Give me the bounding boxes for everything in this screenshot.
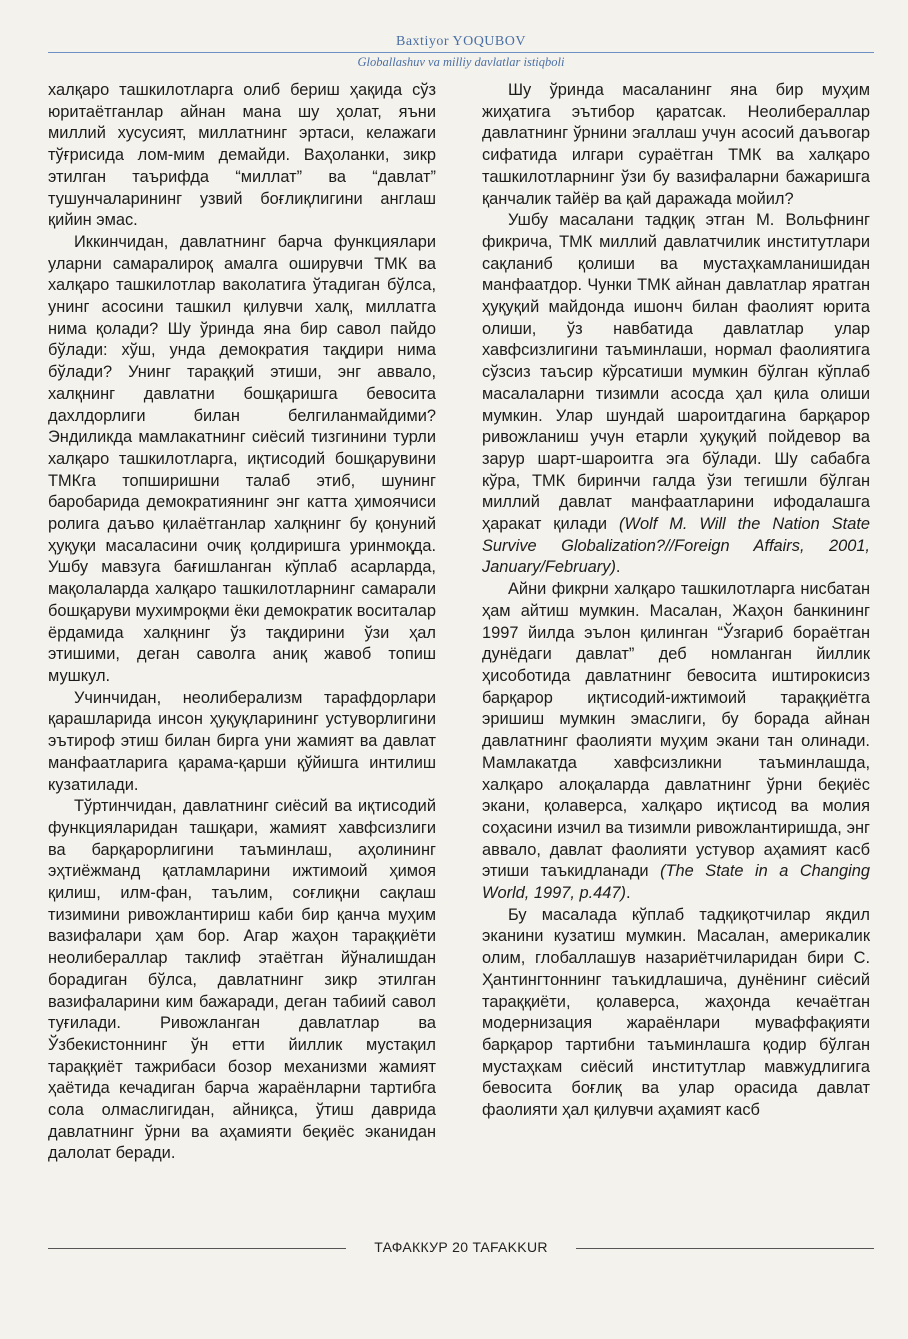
paragraph: Иккинчидан, давлатнинг барча функциялари уларни самаралироқ амалга оширувчи ТМК ва халқаро ташкилотлар ваколатига ўтадиган бўлса, унинг асосини ташкил қилувчи халқ, миллатга нима қолади? Шу ўринда яна бир савол пайдо бўлади: хўш, унда демократия тақдири нима бўлади? Унинг тараққий этиши, энг аввало, халқнинг давлатни бошқаришга бевосита дахлдорлиги билан белгиланмайдими? Эндиликда мамлакатнинг сиёсий тизгинини турли халқаро ташкилотларга, иқтисодий бошқарувини ТМКга топширишни талаб этиб, шунинг баробарида демократиянинг энг катта ҳимоячиси ролига даъво қилаётганлар халқнинг бу қонуний ҳуқуқи масаласини очиқ қолдиришга уринмоқда. Ушбу мавзуга бағишланган кўплаб асарларда, мақолаларда халқаро ташкилотларнинг самарали бошқаруви мухимроқми ёки демократик воситалар ёрдамида халқнинг ўз тақдирини ўзи ҳал этишими, деган саволга аниқ жавоб топиш мушкул.	[48, 232, 436, 685]
paragraph: Учинчидан, неолиберализм тарафдорлари қарашларида инсон ҳуқуқларининг устуворлигини эътироф этиш билан бирга уни жамият ва давлат манфаатларига қарама-қарши қўйишга интилиш кузатилади.	[48, 688, 436, 794]
right-text-column	[482, 80, 870, 1122]
paragraph: халқаро ташкилотларга олиб бериш ҳақида сўз юритаётганлар айнан мана шу ҳолат, яъни миллий хусусият, миллатнинг эртаси, келажаги тўғрисида лом-мим демайди. Ваҳоланки, зикр этилган таърифда “миллат” ва “давлат” тушунчаларининг узвий боғлиқлигини англаш қийин эмас.	[48, 81, 436, 230]
paragraph-body: Айни фикрни халқаро ташкилотларга нисбатан ҳам айтиш мумкин. Масалан, Жаҳон банкининг 1997 йилда эълон қилинган “Ўзгариб бораётган дунёдаги давлат” деб номланган йиллик ҳисоботида давлатнинг бевосита иштирокисиз барқарор иқтисодий-ижтимоий тараққиётга эришиш мумкин эмаслиги, бу борада айнан давлатнинг фаолияти муҳим экани тан олинади. Мамлакатда хавфсизликни таъминлашда, халқаро алоқаларда давлатнинг ўрни беқиёс экани, қолаверса, халқаро иқтисод ва молия соҳасини изчил ва тизимли ривожлантиришда, энг аввало, давлат фаолияти устувор аҳамият касб этиши таъкидланади	[482, 580, 870, 881]
paragraph	[482, 579, 870, 905]
citation: (Wolf M. Will the Nation State Survive Globalization?//Foreign Affairs, 2001, January/February)	[482, 515, 870, 577]
paragraph-body: Ушбу масалани тадқиқ этган М. Вольфнинг фикрича, ТМК миллий давлатчилик институтлари сақланиб қолиши ва мустаҳкамланишидан манфаатдор. Чунки ТМК айнан давлатлар яратган ҳуқуқий майдонда ишонч билан фаолият юрита олиши, ўз навбатида давлатлар улар хавфсизлигини таъминлаши, нормал фаолиятига сўзсиз таъсир кўрсатиши мумкин бўлган кўплаб масалаларни тизимли асосда ҳал қила олиши мумкин. Улар шундай шароитдагина барқарор ривожланиш учун етарли ҳуқуқий пойдевор ва зарур шарт-шароитга эга бўлади. Шу сабабга кўра, ТМК биринчи галда ўзи тегишли бўлган миллий давлат манфаатларини ифодалашга ҳаракат қилади	[482, 211, 870, 534]
paragraph: Шу ўринда масаланинг яна бир муҳим жиҳатига эътибор қаратсак. Неолибераллар давлатнинг ўрнини эгаллаш учун асосий даъвогар сифатида илгари сураётган ТМК ва халқаро ташкилотларнинг ўзи бу вазифаларни бажаришга қанчалик тайёр ва қай даражада мойил?	[482, 81, 870, 208]
page-footer	[48, 1238, 874, 1258]
footer-rule-right	[576, 1248, 874, 1249]
running-header	[48, 34, 874, 70]
left-text-column	[48, 80, 436, 1165]
footer-page-label: ТАФАККУР 20 TAFAKKUR	[374, 1239, 548, 1255]
header-author: Baxtiyor YOQUBOV	[396, 34, 526, 49]
paragraph	[482, 210, 870, 579]
paragraph: Бу масалада кўплаб тадқиқотчилар якдил эканини кузатиш мумкин. Масалан, америкалик олим, глобаллашув назариётчиларидан бири С. Ҳантингтоннинг таъкидлашича, дунёнинг сиёсий тараққиёти, қолаверса, жаҳонда кечаётган модернизация жараёнлари муваффақияти барқарор тартибни таъминлашга қодир бўлган мустаҳкам сиёсий институтлар мавжудлигига бевосита боғлиқ ва улар орасида давлат фаолияти ҳал қилувчи аҳамият касб	[482, 905, 870, 1120]
header-subtitle: Globallashuv va milliy davlatlar istiqboli	[357, 55, 565, 69]
paragraph-tail: .	[625, 884, 631, 903]
citation: (The State in a Changing World, 1997, p.447)	[482, 862, 870, 903]
paragraph: Тўртинчидан, давлатнинг сиёсий ва иқтисодий функцияларидан ташқари, жамият хавфсизлиги ва барқарорлигини таъминлаш, аҳолининг эҳтиёжманд қатламларини ижтимоий ҳимоя қилиш, илм-фан, таълим, соғлиқни сақлаш тизимини ривожлантириш каби бир қанча муҳим вазифалари ҳам бор. Агар жаҳон тараққиёти неолибераллар таклиф этаётган йўналишдан борадиган бўлса, давлатнинг зикр этилган вазифаларини ким бажаради, деган табиий савол туғилади. Ривожланган давлатлар ва Ўзбекистоннинг ўн етти йиллик мустақил тараққиёт тажрибаси бозор механизми жамият ҳаётида кечадиган барча жараёнларни тартибга сола олмаслигидан, айниқса, ўтиш даврида давлатнинг ўрни ва аҳамияти беқиёс эканидан далолат беради.	[48, 797, 436, 1163]
paragraph-tail: .	[615, 558, 621, 577]
header-rule	[48, 52, 874, 53]
